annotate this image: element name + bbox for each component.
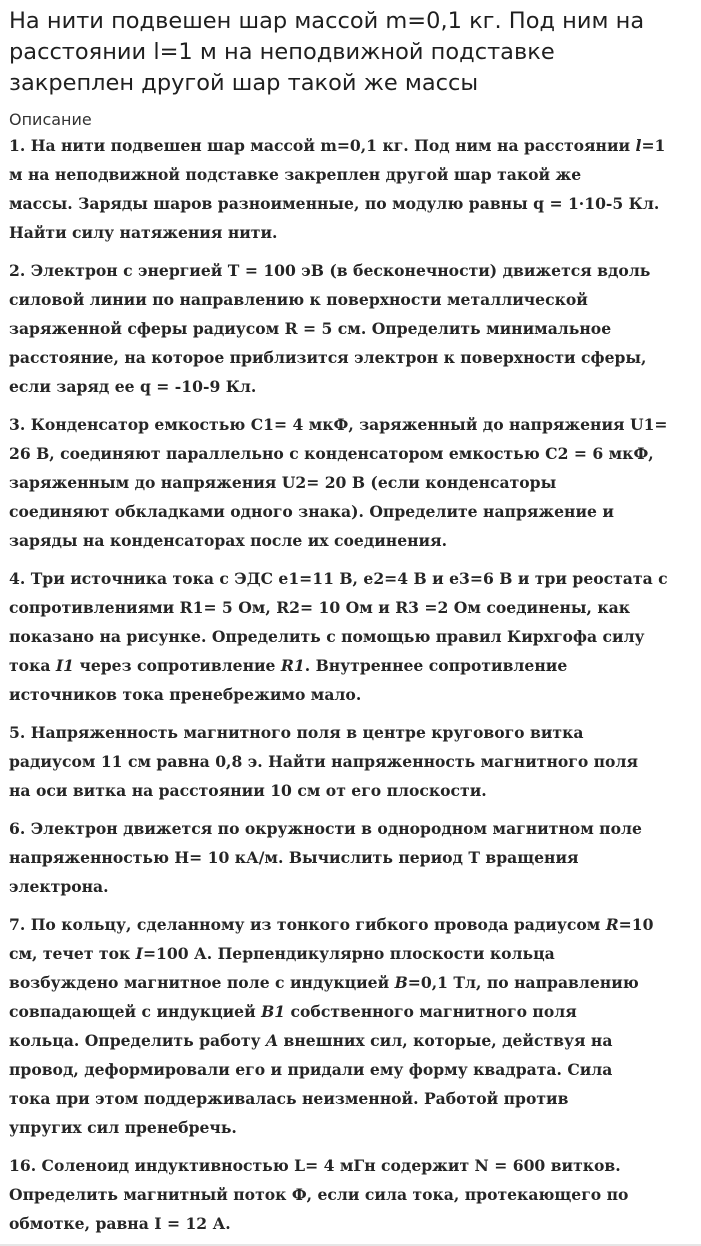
task-line: возбуждено магнитное поле с индукцией B=0,1 Тл, по направлению bbox=[9, 973, 639, 992]
task-line: Определить магнитный поток Ф, если сила тока, протекающего по bbox=[9, 1185, 629, 1204]
task-line: 5. Напряженность магнитного поля в центре кругового витка bbox=[9, 723, 584, 742]
task-line: расстояние, на которое приблизится электрон к поверхности сферы, bbox=[9, 348, 647, 367]
task-6 bbox=[9, 814, 701, 901]
task-16 bbox=[9, 1151, 701, 1238]
page-title bbox=[9, 6, 699, 99]
symbol-r1: R1 bbox=[280, 656, 305, 675]
task-line: заряженной сферы радиусом R = 5 см. Определить минимальное bbox=[9, 319, 612, 338]
task-line: 2. Электрон с энергией T = 100 эВ (в бесконечности) движется вдоль bbox=[9, 261, 651, 280]
task-line: 1. На нити подвешен шар массой m=0,1 кг. Под ним на расстоянии l=1 bbox=[9, 136, 666, 155]
symbol-i1: I1 bbox=[55, 656, 75, 675]
task-line: соединяют обкладками одного знака). Определите напряжение и bbox=[9, 502, 614, 521]
task-line: 7. По кольцу, сделанному из тонкого гибкого провода радиусом R=10 bbox=[9, 915, 654, 934]
symbol-b1: B1 bbox=[261, 1002, 286, 1021]
task-line: заряженным до напряжения U2= 20 В (если конденсаторы bbox=[9, 473, 557, 492]
task-line: кольца. Определить работу A внешних сил, которые, действуя на bbox=[9, 1031, 613, 1050]
task-line: 3. Конденсатор емкостью C1= 4 мкФ, заряженный до напряжения U1= bbox=[9, 415, 668, 434]
task-line: показано на рисунке. Определить с помощью правил Кирхгофа силу bbox=[9, 627, 645, 646]
description-label: Описание bbox=[9, 110, 92, 129]
task-line: 16. Соленоид индуктивностью L= 4 мГн содержит N = 600 витков. bbox=[9, 1156, 621, 1175]
task-line: м на неподвижной подставке закреплен другой шар такой же bbox=[9, 165, 582, 184]
task-line: тока при этом поддерживалась неизменной. Работой против bbox=[9, 1089, 569, 1108]
task-line: массы. Заряды шаров разноименные, по модулю равны q = 1·10-5 Кл. bbox=[9, 194, 660, 213]
task-line: см, течет ток I=100 А. Перпендикулярно плоскости кольца bbox=[9, 944, 555, 963]
task-line: сопротивлениями R1= 5 Ом, R2= 10 Ом и R3 =2 Ом соединены, как bbox=[9, 598, 630, 617]
task-line: на оси витка на расстоянии 10 см от его плоскости. bbox=[9, 781, 487, 800]
task-line: тока I1 через сопротивление R1. Внутреннее сопротивление bbox=[9, 656, 568, 675]
task-line: 4. Три источника тока с ЭДС e1=11 В, e2=4 В и e3=6 В и три реостата с bbox=[9, 569, 668, 588]
title-line: закреплен другой шар такой же массы bbox=[9, 70, 479, 96]
task-line: силовой линии по направлению к поверхности металлической bbox=[9, 290, 588, 309]
task-line: Найти силу натяжения нити. bbox=[9, 223, 278, 242]
title-line: На нити подвешен шар массой m=0,1 кг. Под ним на bbox=[9, 8, 645, 34]
task-7 bbox=[9, 910, 701, 1142]
symbol-a: A bbox=[265, 1031, 279, 1050]
task-5 bbox=[9, 718, 701, 805]
task-line: электрона. bbox=[9, 877, 109, 896]
task-3 bbox=[9, 410, 701, 555]
task-line: обмотке, равна I = 12 А. bbox=[9, 1214, 231, 1233]
task-line: если заряд ее q = -10-9 Кл. bbox=[9, 377, 257, 396]
symbol-r: R bbox=[605, 915, 619, 934]
task-line: провод, деформировали его и придали ему форму квадрата. Сила bbox=[9, 1060, 613, 1079]
task-1 bbox=[9, 131, 701, 247]
task-2 bbox=[9, 256, 701, 401]
task-line: 26 В, соединяют параллельно с конденсатором емкостью C2 = 6 мкФ, bbox=[9, 444, 654, 463]
symbol-b: B bbox=[394, 973, 408, 992]
task-line: напряженностью H= 10 кА/м. Вычислить период T вращения bbox=[9, 848, 579, 867]
task-line: заряды на конденсаторах после их соединения. bbox=[9, 531, 448, 550]
task-line: 6. Электрон движется по окружности в однородном магнитном поле bbox=[9, 819, 642, 838]
symbol-l: l bbox=[635, 136, 642, 155]
task-line: радиусом 11 см равна 0,8 э. Найти напряженность магнитного поля bbox=[9, 752, 638, 771]
title-line: расстоянии l=1 м на неподвижной подставке bbox=[9, 39, 555, 65]
task-line: источников тока пренебрежимо мало. bbox=[9, 685, 362, 704]
task-line: совпадающей с индукцией B1 собственного магнитного поля bbox=[9, 1002, 577, 1021]
task-4 bbox=[9, 564, 701, 709]
symbol-i: I bbox=[135, 944, 143, 963]
task-line: упругих сил пренебречь. bbox=[9, 1118, 237, 1137]
